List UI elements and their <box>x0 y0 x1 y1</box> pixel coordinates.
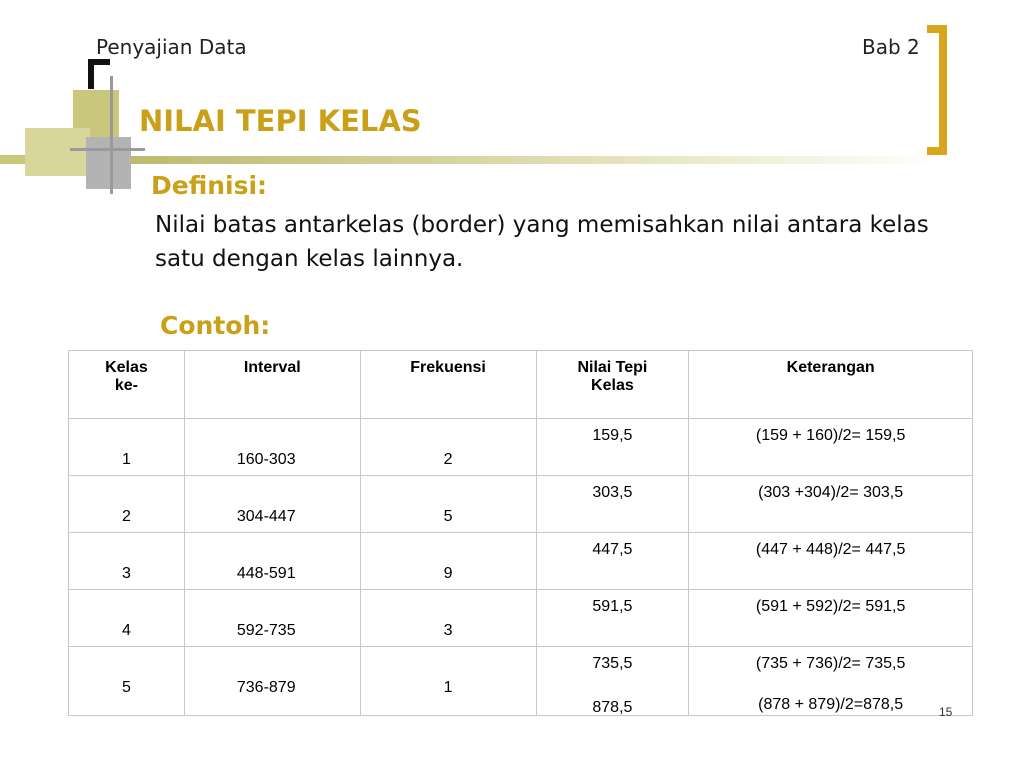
definition-heading: Definisi: <box>151 171 268 200</box>
cell-nilai-tepi: 735,5 <box>592 655 633 672</box>
cell-keterangan: (591 + 592)/2= 591,5 <box>755 598 906 615</box>
decor-bracket-right-bottom <box>927 147 947 155</box>
decor-gradient-bar <box>85 156 945 164</box>
table-row <box>69 419 973 476</box>
cell-frekuensi: 9 <box>443 565 453 582</box>
table-row <box>69 533 973 590</box>
table-row <box>69 647 973 716</box>
col-header-kelas: Kelas ke- <box>69 351 185 419</box>
cell-kelas: 5 <box>121 679 131 696</box>
col-header-frekuensi: Frekuensi <box>360 351 536 419</box>
table-row <box>69 590 973 647</box>
cell-interval: 592-735 <box>236 622 296 639</box>
cell-frekuensi: 3 <box>443 622 453 639</box>
header-chapter: Bab 2 <box>862 35 920 59</box>
cell-nilai-tepi-extra: 878,5 <box>592 699 633 716</box>
cell-frekuensi: 2 <box>443 451 453 468</box>
col-header-keterangan: Keterangan <box>689 351 973 419</box>
decor-bracket-right <box>939 25 947 155</box>
cell-keterangan: (303 +304)/2= 303,5 <box>758 484 904 501</box>
decor-square-gray <box>86 137 131 189</box>
cell-nilai-tepi: 159,5 <box>592 427 633 444</box>
cell-interval: 160-303 <box>236 451 296 468</box>
cell-kelas: 2 <box>121 508 131 525</box>
cell-nilai-tepi: 591,5 <box>592 598 633 615</box>
col-header-interval: Interval <box>184 351 360 419</box>
col-header-nilai-tepi: Nilai Tepi Kelas <box>536 351 689 419</box>
cell-kelas: 1 <box>121 451 131 468</box>
cell-interval: 448-591 <box>236 565 296 582</box>
cell-keterangan-extra: (878 + 879)/2=878,5 <box>758 696 904 713</box>
cell-frekuensi: 1 <box>443 679 453 696</box>
class-boundary-table <box>68 350 973 716</box>
cell-kelas: 3 <box>121 565 131 582</box>
slide-title: NILAI TEPI KELAS <box>139 104 422 138</box>
cell-nilai-tepi: 303,5 <box>592 484 633 501</box>
cell-kelas: 4 <box>121 622 131 639</box>
table-row <box>69 476 973 533</box>
page-number: 15 <box>939 705 953 719</box>
decor-bracket-left-top <box>88 59 110 65</box>
cell-interval: 304-447 <box>236 508 296 525</box>
header-section-title: Penyajian Data <box>96 35 247 59</box>
cell-keterangan: (159 + 160)/2= 159,5 <box>755 427 906 444</box>
table-header-row <box>69 351 973 419</box>
example-heading: Contoh: <box>160 311 271 340</box>
cell-keterangan: (447 + 448)/2= 447,5 <box>755 541 906 558</box>
cell-nilai-tepi: 447,5 <box>592 541 633 558</box>
decor-square-light-olive <box>25 128 90 176</box>
cell-interval: 736-879 <box>236 679 296 696</box>
decor-horizontal-line <box>70 148 145 151</box>
definition-text: Nilai batas antarkelas (border) yang memisahkan nilai antara kelas satu dengan kelas lainnya. <box>155 212 929 272</box>
decor-bracket-right-top <box>927 25 947 33</box>
decor-vertical-line <box>110 76 113 194</box>
cell-keterangan: (735 + 736)/2= 735,5 <box>755 655 906 672</box>
cell-frekuensi: 5 <box>443 508 453 525</box>
